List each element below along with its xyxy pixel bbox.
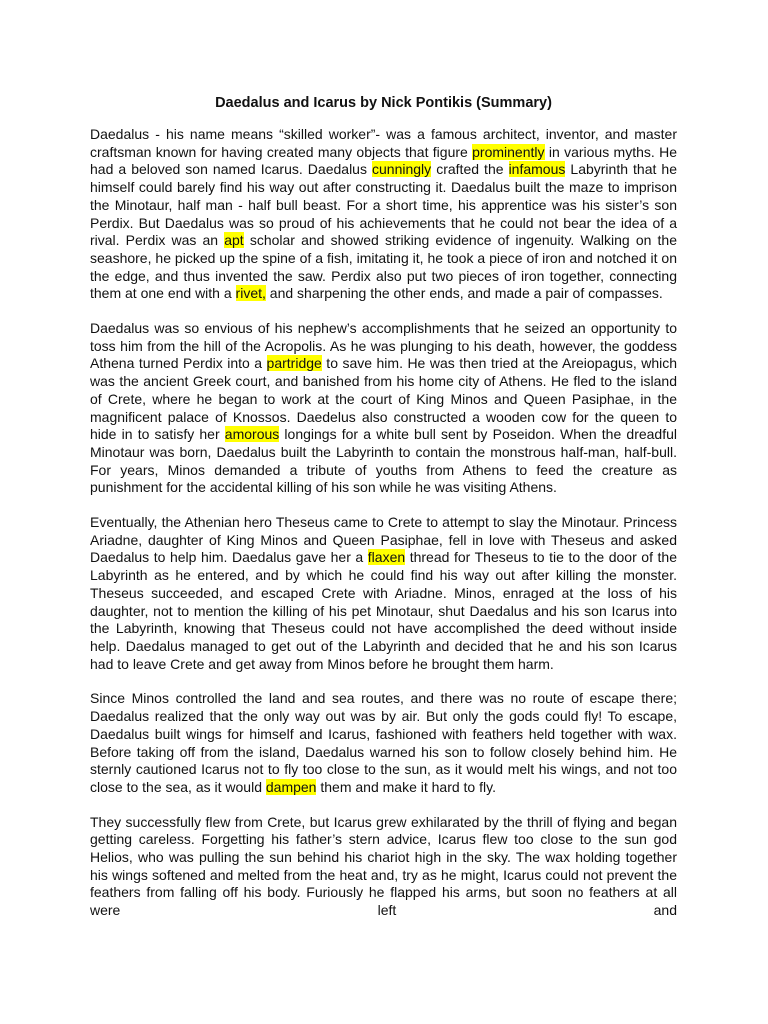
paragraph: [90, 514, 677, 673]
paragraph-text: Daedalus was so envious of his nephew’s accomplishments that he seized an opportunity to toss him from the hill of the Acropolis. As he was plunging to his death, however, the goddess Athena turned Perdix into a: [90, 320, 677, 372]
highlighted-word: amorous: [224, 426, 280, 443]
paragraph-text: Since Minos controlled the land and sea routes, and there was no route of escape there; Daedalus realized that the only way out was by air. But only the gods could fly! To escape, Daedalus built wings for himself and Icarus, fashioned with feathers held together with wax. Before taking off from the island, Daedalus warned his son to follow closely behind him. He sternly cautioned Icarus not to fly too close to the sun, as it would melt his wings, and not too close to the sea, as it would: [90, 690, 677, 795]
paragraph: [90, 690, 677, 796]
paragraph-text: and sharpening the other ends, and made a pair of compasses.: [265, 285, 663, 302]
paragraph-text: thread for Theseus to tie to the door of the Labyrinth as he entered, and by which he could find his way out after killing the monster. Theseus succeeded, and escaped Crete with Ariadne. Minos, enraged at the loss of his daughter, not to mention the killing of his pet Minotaur, shut Daedalus and his son Icarus into the Labyrinth, knowing that Theseus could not have accomplished the deed without inside help. Daedalus managed to get out of the Labyrinth and decided that he and his son Icarus had to leave Crete and get away from Minos before he brought them harm.: [90, 549, 677, 672]
paragraph-text: They successfully flew from Crete, but Icarus grew exhilarated by the thrill of flying and began getting careless. Forgetting his father’s stern advice, Icarus flew too close to the sun god Helios, who was pulling the sun behind his chariot high in the sky. The wax holding together his wings softened and melted from the heat and, try as he might, Icarus could not prevent the feathers from falling off his body. Furiously he flapped his arms, but soon no feathers at all were left and: [90, 813, 677, 919]
paragraph-text: Eventually, the Athenian hero Theseus came to Crete to attempt to slay the Minotaur. Princess Ariadne, daughter of King Minos and Queen Pasiphae, fell in love with Theseus and asked Daedalus to help him. Daedalus gave her a: [90, 514, 677, 566]
paragraph: [90, 320, 677, 497]
paragraph-text: them and make it hard to fly.: [316, 778, 496, 795]
paragraph-text: longings for a white bull sent by Poseidon. When the dreadful Minotaur was born, Daedalus built the Labyrinth to contain the monstrous half-man, half-bull. For years, Minos demanded a tribute of youths from Athens to feed the creature as punishment for the accidental killing of his son while he was visiting Athens.: [90, 426, 677, 496]
paragraph-text: Daedalus - his name means “skilled worker”- was a famous architect, inventor, and master craftsman known for having created many objects that figure: [90, 126, 677, 160]
document-title: Daedalus and Icarus by Nick Pontikis (Summary): [215, 95, 552, 111]
highlighted-word: partridge: [266, 355, 322, 372]
paragraph-text: in various myths. He had a beloved son named Icarus. Daedalus: [90, 143, 677, 178]
highlighted-word: apt: [224, 232, 244, 249]
highlighted-word: dampen: [265, 778, 317, 795]
highlighted-word: cunningly: [372, 161, 432, 178]
highlighted-word: rivet,: [235, 285, 266, 302]
highlighted-word: flaxen: [367, 549, 406, 566]
document-page: [90, 94, 677, 937]
paragraph-text: scholar and showed striking evidence of ingenuity. Walking on the seashore, he picked up the spine of a fish, imitating it, he took a piece of iron and notched it on the edge, and thus invented the saw. Perdix also put two pieces of iron together, connecting them at one end with a: [90, 232, 677, 302]
paragraph-text: to save him. He was then tried at the Areiopagus, which was the ancient Greek court, and banished from his home city of Athens. He fled to the island of Crete, where he began to work at the court of King Minos and Queen Pasiphae, in the magnificent palace of Knossos. Daedelus also constructed a wooden cow for the queen to hide in to satisfy her: [90, 355, 677, 443]
highlighted-word: infamous: [508, 161, 566, 178]
paragraph-text: crafted the: [431, 161, 509, 178]
paragraph: [90, 126, 677, 303]
paragraph: [90, 814, 677, 920]
paragraph-text: Labyrinth that he himself could barely find his way out after constructing it. Daedalus built the maze to imprison the Minotaur, half man - half bull beast. For a short time, his apprentice was his sister’s son Perdix. But Daedalus was so proud of his achievements that he could not bear the idea of a rival. Perdix was an: [90, 161, 678, 249]
highlighted-word: prominently: [472, 143, 545, 160]
document-body: [90, 126, 677, 920]
